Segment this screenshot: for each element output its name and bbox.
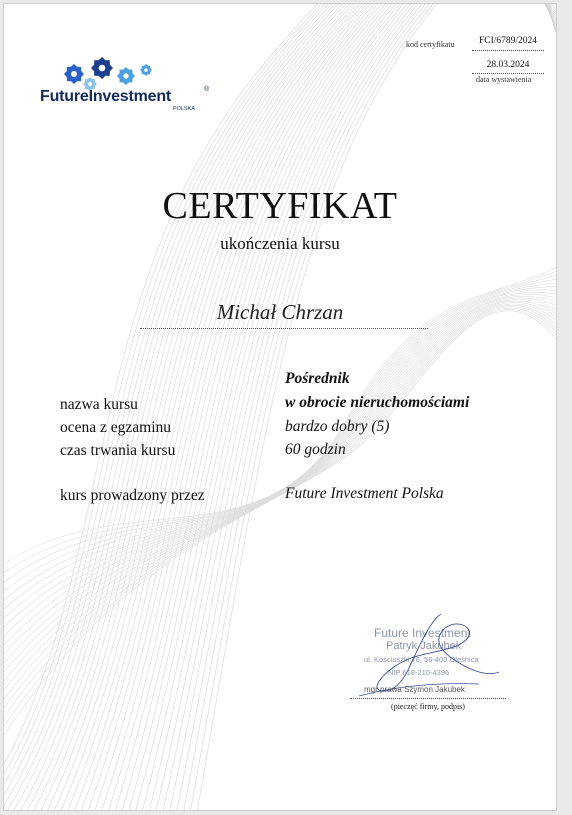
gear-hole bbox=[123, 73, 128, 78]
certificate-page bbox=[3, 3, 557, 811]
recipient-name-line bbox=[140, 328, 428, 329]
issue-date-label: data wystawienia bbox=[476, 75, 532, 84]
gear-hole bbox=[88, 82, 92, 86]
exam-grade-label: ocena z egzaminu bbox=[60, 419, 172, 436]
stamp-address: ul. Kościuszki 76, 56-400 Oleśnica bbox=[364, 655, 479, 664]
certificate-code-label: kod certyfikatu bbox=[406, 40, 455, 49]
course-name-line1: Pośrednik bbox=[285, 370, 350, 387]
stamp-tax-id: NIP 618-210-4396 bbox=[388, 668, 450, 677]
course-duration-label: czas trwania kursu bbox=[60, 442, 176, 459]
course-name-label: nazwa kursu bbox=[60, 396, 138, 413]
certificate-code-value: FCI/6789/2024 bbox=[478, 36, 538, 46]
wave-line bbox=[4, 298, 556, 654]
exam-grade-value: bardzo dobry (5) bbox=[285, 418, 390, 435]
logo-subtitle: POLSKA bbox=[173, 106, 196, 112]
wave-line bbox=[4, 294, 556, 636]
certificate-title: CERTYFIKAT bbox=[162, 185, 398, 227]
recipient-name: Michał Chrzan bbox=[216, 300, 344, 324]
stamp-company-name: Future Investment bbox=[374, 626, 471, 640]
issue-date-value: 28.03.2024 bbox=[486, 60, 530, 70]
signature-caption: (pieczęć firmy, podpis) bbox=[391, 702, 465, 711]
signature-line bbox=[350, 698, 506, 699]
course-provider-value: Future Investment Polska bbox=[285, 485, 444, 502]
gear-hole bbox=[71, 71, 77, 77]
gear-hole bbox=[144, 68, 148, 72]
course-name-line2: w obrocie nieruchomościami bbox=[285, 394, 470, 411]
logo-registered-mark: ® bbox=[204, 86, 210, 93]
company-logo bbox=[40, 58, 220, 114]
course-duration-value: 60 godzin bbox=[285, 441, 346, 458]
stamp-signer: mgr prawa Szymon Jakubek bbox=[364, 685, 465, 694]
issue-date-line bbox=[472, 73, 544, 74]
certificate-code-line bbox=[472, 50, 544, 51]
course-provider-label: kurs prowadzony przez bbox=[60, 487, 205, 504]
logo-wordmark: FutureInvestment bbox=[40, 88, 172, 105]
stamp-owner-name: Patryk Jakubek bbox=[386, 640, 462, 652]
certificate-subtitle: ukończenia kursu bbox=[220, 234, 340, 253]
gear-hole bbox=[99, 65, 106, 72]
